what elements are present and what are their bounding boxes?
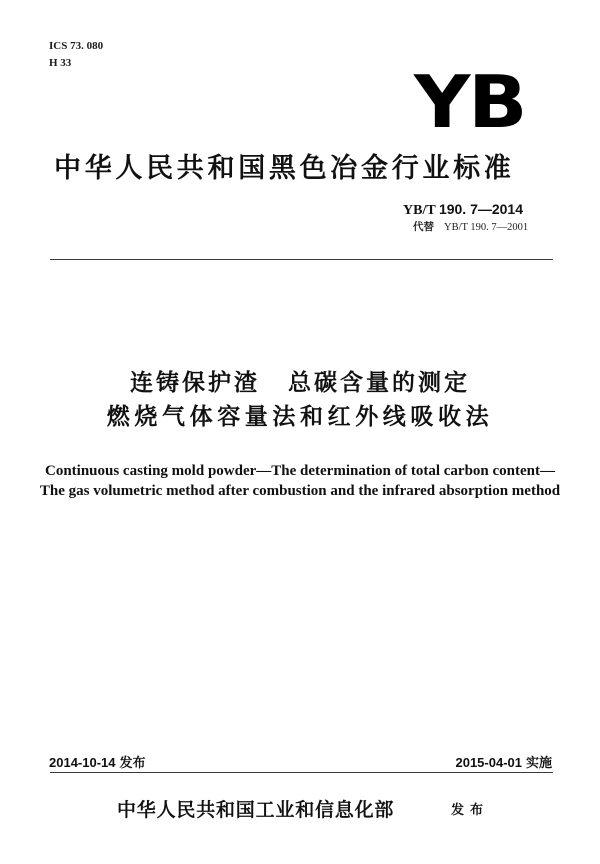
yb-logo: YB (414, 60, 526, 144)
replaces-code: YB/T 190. 7—2001 (444, 222, 529, 233)
implementation-date (455, 755, 552, 772)
implementation-label: 实施 (525, 756, 552, 771)
issue-date (49, 755, 146, 772)
standard-number (403, 201, 523, 219)
issue-label: 发布 (119, 756, 146, 771)
replaces-label: 代替 (413, 221, 434, 233)
implementation-date-value: 2015-04-01 (455, 755, 522, 770)
chinese-title-topic: 总碳含量的测定 (288, 370, 470, 396)
english-title-line-1: Continuous casting mold powder—The determination of total carbon content— (44, 463, 555, 479)
document-category-title: 中华人民共和国黑色冶金行业标准 (54, 153, 515, 184)
english-title-line-2: The gas volumetric method after combustion and the infrared absorption method (39, 483, 561, 499)
issuing-action: 发布 (451, 803, 490, 818)
chinese-title-subject: 连铸保护渣 (130, 370, 260, 396)
issuing-authority: 中华人民共和国工业和信息化部 (117, 799, 395, 821)
footer-divider (50, 772, 553, 773)
ics-code: ICS 73. 080 (49, 40, 104, 52)
chinese-title-line-1 (0, 368, 600, 398)
standard-number-value: 190. 7—2014 (438, 201, 524, 217)
replaces-standard (413, 221, 528, 234)
ccs-code: H 33 (49, 57, 72, 69)
chinese-title-line-2: 燃烧气体容量法和红外线吸收法 (106, 404, 494, 430)
standard-prefix: YB/T (403, 203, 439, 218)
issue-date-value: 2014-10-14 (49, 755, 116, 770)
header-divider (50, 259, 553, 260)
